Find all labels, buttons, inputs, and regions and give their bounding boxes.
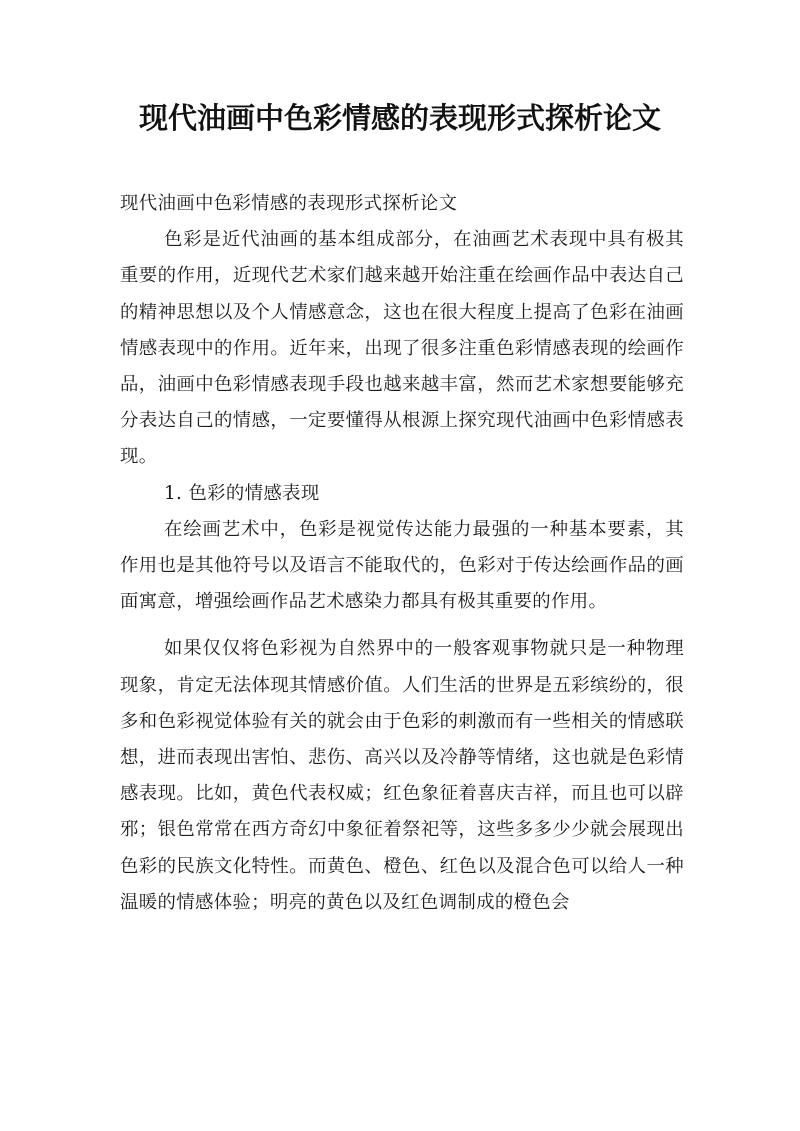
section-heading: 1. 色彩的情感表现 xyxy=(164,482,320,504)
document-subtitle: 现代油画中色彩情感的表现形式探析论文 xyxy=(120,193,458,214)
paragraph-intro: 色彩是近代油画的基本组成部分，在油画艺术表现中具有极其重要的作用，近现代艺术家们越来越开始注重在绘画作品中表达自己的精神思想以及个人情感意念，这也在很大程度上提高了色彩在油画情感表现中的作用。近年来，出现了很多注重色彩情感表现的绘画作品，油画中色彩情感表现手段也越来越丰富，然而艺术家想要能够充分表达自己的情感，一定要懂得从根源上探究现代油画中色彩情感表现。 xyxy=(120,229,684,468)
paragraph-color-role: 在绘画艺术中，色彩是视觉传达能力最强的一种基本要素，其作用也是其他符号以及语言不能取代的，色彩对于传达绘画作品的画面寓意，增强绘画作品艺术感染力都具有极其重要的作用。 xyxy=(120,518,684,613)
paragraph-color-emotion: 如果仅仅将色彩视为自然界中的一般客观事物就只是一种物理现象，肯定无法体现其情感价值。人们生活的世界是五彩缤纷的，很多和色彩视觉体验有关的就会由于色彩的刺激而有一些相关的情感联想，进而表现出害怕、悲伤、高兴以及冷静等情绪，这也就是色彩情感表现。比如，黄色代表权威；红色象征着喜庆吉祥，而且也可以辟邪；银色常常在西方奇幻中象征着祭祀等，这些多多少少就会展现出色彩的民族文化特性。而黄色、橙色、红色以及混合色可以给人一种温暖的情感体验；明亮的黄色以及红色调制成的橙色会 xyxy=(120,638,684,913)
document-body xyxy=(120,186,684,921)
document-title: 现代油画中色彩情感的表现形式探析论文 xyxy=(138,101,661,135)
